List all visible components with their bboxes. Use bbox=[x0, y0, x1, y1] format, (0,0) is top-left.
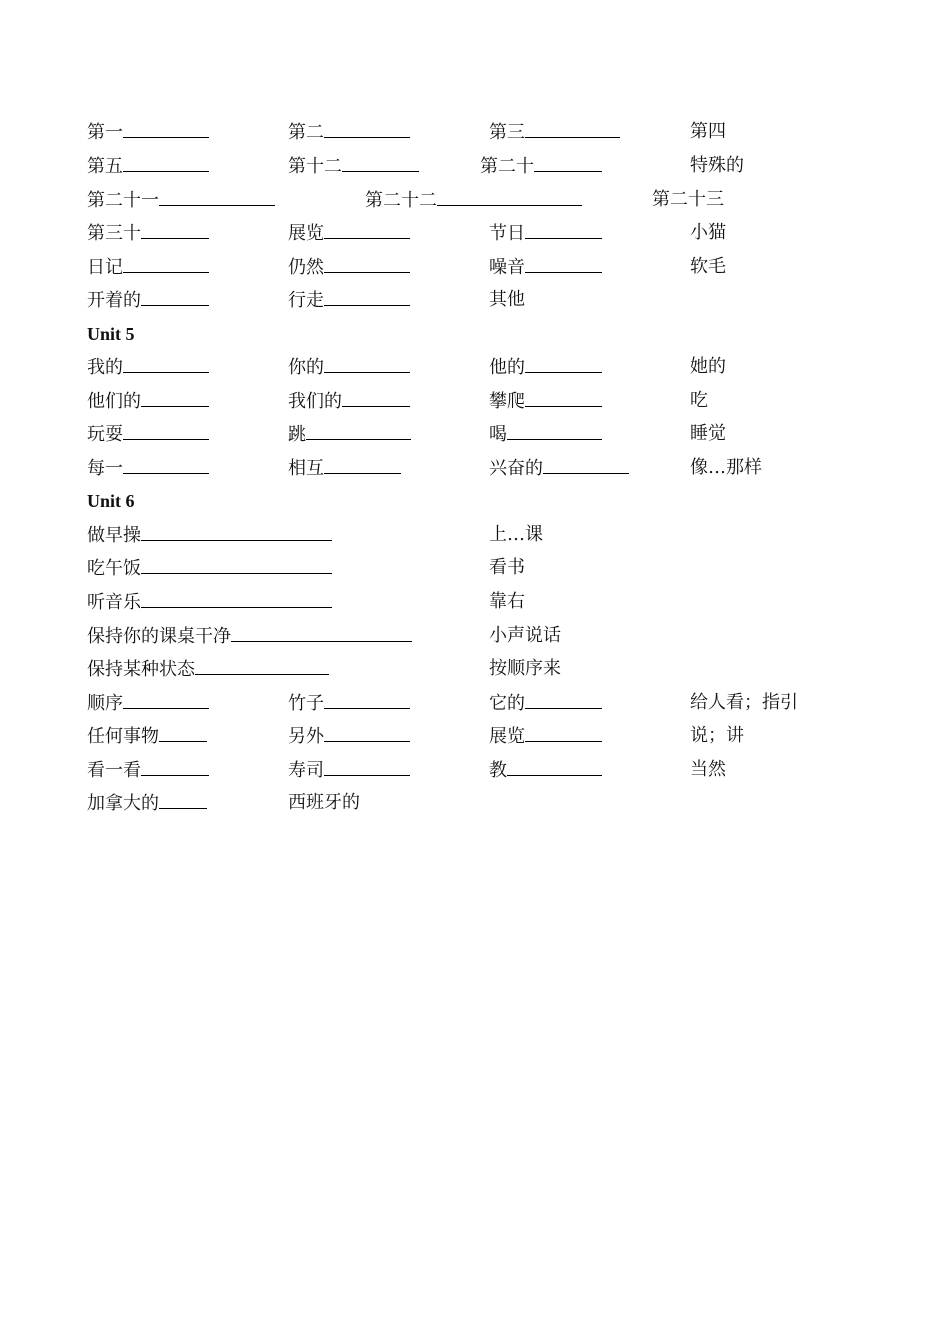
vocab-label: 顺序 bbox=[87, 693, 123, 714]
vocab-label: 其他 bbox=[489, 289, 525, 310]
vocab-label: 西班牙的 bbox=[288, 792, 360, 813]
vocab-item bbox=[288, 155, 419, 178]
vocab-label: 第十二 bbox=[288, 156, 342, 177]
vocab-label: 节日 bbox=[489, 223, 525, 244]
vocab-item bbox=[489, 390, 602, 413]
vocab-item bbox=[690, 457, 762, 479]
vocab-item bbox=[690, 155, 744, 177]
unit-5-heading: Unit 5 bbox=[87, 324, 135, 344]
vocab-label: 吃午饭 bbox=[87, 558, 141, 579]
vocab-item bbox=[288, 792, 360, 814]
answer-blank[interactable] bbox=[141, 759, 209, 776]
vocab-item bbox=[652, 189, 724, 211]
vocab-item bbox=[87, 725, 207, 748]
vocab-label: 小声说话 bbox=[489, 625, 561, 646]
vocab-label: 当然 bbox=[690, 759, 726, 780]
vocab-label: 靠右 bbox=[489, 591, 525, 612]
answer-blank[interactable] bbox=[437, 189, 582, 206]
vocab-item bbox=[690, 725, 744, 747]
vocab-label: 看一看 bbox=[87, 760, 141, 781]
vocab-item bbox=[489, 423, 602, 446]
vocab-item bbox=[87, 189, 275, 212]
vocab-label: 我的 bbox=[87, 357, 123, 378]
answer-blank[interactable] bbox=[123, 356, 209, 373]
vocab-label: 行走 bbox=[288, 290, 324, 311]
answer-blank[interactable] bbox=[324, 256, 410, 273]
vocab-label: 给人看；指引 bbox=[690, 692, 798, 713]
answer-blank[interactable] bbox=[123, 121, 209, 138]
vocab-label: 上…课 bbox=[489, 524, 543, 545]
vocab-item bbox=[489, 121, 620, 144]
vocab-item bbox=[87, 591, 332, 614]
answer-blank[interactable] bbox=[324, 725, 410, 742]
vocab-label: 小猫 bbox=[690, 222, 726, 243]
answer-blank[interactable] bbox=[141, 591, 332, 608]
vocab-item bbox=[489, 557, 525, 579]
answer-blank[interactable] bbox=[324, 759, 410, 776]
vocab-item bbox=[87, 390, 209, 413]
vocab-item bbox=[489, 256, 602, 279]
vocab-item bbox=[489, 289, 525, 311]
vocab-item bbox=[87, 121, 209, 144]
vocab-label: 加拿大的 bbox=[87, 793, 159, 814]
vocab-item bbox=[87, 625, 412, 648]
vocab-item bbox=[87, 289, 209, 312]
vocab-item bbox=[489, 222, 602, 245]
answer-blank[interactable] bbox=[525, 256, 602, 273]
vocab-label: 听音乐 bbox=[87, 592, 141, 613]
vocab-label: 特殊的 bbox=[690, 155, 744, 176]
vocab-item bbox=[288, 390, 410, 413]
vocab-item bbox=[690, 759, 726, 781]
answer-blank[interactable] bbox=[123, 423, 209, 440]
answer-blank[interactable] bbox=[141, 390, 209, 407]
vocab-item bbox=[690, 390, 708, 412]
vocab-item bbox=[87, 356, 209, 379]
vocab-label: 保持你的课桌干净 bbox=[87, 626, 231, 647]
answer-blank[interactable] bbox=[324, 356, 410, 373]
vocab-item bbox=[489, 725, 602, 748]
vocab-item bbox=[489, 658, 561, 680]
vocab-label: 睡觉 bbox=[690, 423, 726, 444]
vocab-label: 你的 bbox=[288, 357, 324, 378]
answer-blank[interactable] bbox=[324, 692, 410, 709]
vocab-label: 任何事物 bbox=[87, 726, 159, 747]
vocab-label: 相互 bbox=[288, 458, 324, 479]
vocab-label: 第三十 bbox=[87, 223, 141, 244]
vocab-label: 像…那样 bbox=[690, 457, 762, 478]
vocab-label: 竹子 bbox=[288, 693, 324, 714]
vocab-label: 展览 bbox=[489, 726, 525, 747]
answer-blank[interactable] bbox=[141, 289, 209, 306]
answer-blank[interactable] bbox=[507, 759, 602, 776]
vocab-label: 吃 bbox=[690, 390, 708, 411]
vocab-item bbox=[489, 356, 602, 379]
vocab-label: 噪音 bbox=[489, 257, 525, 278]
vocab-label: 他们的 bbox=[87, 391, 141, 412]
vocab-label: 第四 bbox=[690, 121, 726, 142]
vocab-label: 第二十 bbox=[480, 156, 534, 177]
vocab-item bbox=[489, 625, 561, 647]
vocab-item bbox=[690, 222, 726, 244]
answer-blank[interactable] bbox=[534, 155, 602, 172]
answer-blank[interactable] bbox=[543, 457, 629, 474]
vocab-label: 软毛 bbox=[690, 256, 726, 277]
vocab-label: 教 bbox=[489, 760, 507, 781]
vocab-label: 攀爬 bbox=[489, 391, 525, 412]
vocab-label: 跳 bbox=[288, 424, 306, 445]
vocab-item bbox=[87, 658, 329, 681]
vocab-item bbox=[288, 222, 410, 245]
answer-blank[interactable] bbox=[123, 457, 209, 474]
vocab-item bbox=[288, 692, 410, 715]
answer-blank[interactable] bbox=[324, 457, 401, 474]
vocab-label: 寿司 bbox=[288, 760, 324, 781]
answer-blank[interactable] bbox=[141, 557, 332, 574]
vocab-item bbox=[288, 457, 401, 480]
vocab-item bbox=[87, 256, 209, 279]
vocab-label: 做早操 bbox=[87, 525, 141, 546]
vocab-item bbox=[87, 557, 332, 580]
vocab-item bbox=[690, 356, 726, 378]
vocab-item bbox=[288, 256, 410, 279]
vocab-label: 第三 bbox=[489, 122, 525, 143]
vocab-item bbox=[365, 189, 582, 212]
answer-blank[interactable] bbox=[342, 155, 419, 172]
vocab-label: 玩耍 bbox=[87, 424, 123, 445]
answer-blank[interactable] bbox=[159, 725, 207, 742]
vocab-label: 他的 bbox=[489, 357, 525, 378]
answer-blank[interactable] bbox=[324, 289, 410, 306]
vocab-item bbox=[87, 692, 209, 715]
vocab-item bbox=[690, 256, 726, 278]
answer-blank[interactable] bbox=[123, 256, 209, 273]
answer-blank[interactable] bbox=[159, 189, 275, 206]
vocab-item bbox=[690, 692, 798, 714]
answer-blank[interactable] bbox=[123, 692, 209, 709]
vocab-item bbox=[87, 457, 209, 480]
vocab-label: 它的 bbox=[489, 693, 525, 714]
vocab-item bbox=[87, 222, 209, 245]
vocab-label: 第二十一 bbox=[87, 190, 159, 211]
vocab-label: 按顺序来 bbox=[489, 658, 561, 679]
vocab-item bbox=[288, 725, 410, 748]
vocab-label: 第二 bbox=[288, 122, 324, 143]
vocab-label: 她的 bbox=[690, 356, 726, 377]
vocab-item bbox=[87, 524, 332, 547]
vocab-label: 第五 bbox=[87, 156, 123, 177]
unit-6-heading: Unit 6 bbox=[87, 491, 135, 511]
vocab-label: 开着的 bbox=[87, 290, 141, 311]
vocab-label: 我们的 bbox=[288, 391, 342, 412]
answer-blank[interactable] bbox=[525, 356, 602, 373]
vocab-label: 看书 bbox=[489, 557, 525, 578]
vocab-item bbox=[690, 121, 726, 143]
answer-blank[interactable] bbox=[306, 423, 411, 440]
answer-blank[interactable] bbox=[507, 423, 602, 440]
answer-blank[interactable] bbox=[525, 692, 602, 709]
vocab-label: 第二十二 bbox=[365, 190, 437, 211]
vocab-item bbox=[489, 524, 543, 546]
answer-blank[interactable] bbox=[141, 524, 332, 541]
answer-blank[interactable] bbox=[159, 792, 207, 809]
answer-blank[interactable] bbox=[525, 121, 620, 138]
vocab-item bbox=[690, 423, 726, 445]
vocab-label: 每一 bbox=[87, 458, 123, 479]
vocab-item bbox=[288, 356, 410, 379]
vocab-label: 第一 bbox=[87, 122, 123, 143]
vocab-item bbox=[288, 759, 410, 782]
vocab-label: 保持某种状态 bbox=[87, 659, 195, 680]
vocab-item bbox=[288, 121, 410, 144]
answer-blank[interactable] bbox=[324, 121, 410, 138]
vocab-item bbox=[288, 423, 411, 446]
vocab-label: 展览 bbox=[288, 223, 324, 244]
vocab-item bbox=[489, 692, 602, 715]
answer-blank[interactable] bbox=[195, 658, 329, 675]
vocab-item bbox=[489, 759, 602, 782]
answer-blank[interactable] bbox=[525, 222, 602, 239]
vocab-item bbox=[288, 289, 410, 312]
vocab-label: 说；讲 bbox=[690, 725, 744, 746]
vocab-item bbox=[489, 591, 525, 613]
answer-blank[interactable] bbox=[123, 155, 209, 172]
vocab-item bbox=[480, 155, 602, 178]
vocab-item bbox=[87, 423, 209, 446]
vocab-label: 兴奋的 bbox=[489, 458, 543, 479]
vocab-label: 日记 bbox=[87, 257, 123, 278]
vocab-label: 仍然 bbox=[288, 257, 324, 278]
vocab-item bbox=[87, 792, 207, 815]
answer-blank[interactable] bbox=[342, 390, 410, 407]
vocab-label: 第二十三 bbox=[652, 189, 724, 210]
answer-blank[interactable] bbox=[324, 222, 410, 239]
answer-blank[interactable] bbox=[525, 390, 602, 407]
answer-blank[interactable] bbox=[141, 222, 209, 239]
vocab-item bbox=[87, 155, 209, 178]
answer-blank[interactable] bbox=[525, 725, 602, 742]
vocab-item bbox=[87, 759, 209, 782]
answer-blank[interactable] bbox=[231, 625, 412, 642]
vocab-label: 喝 bbox=[489, 424, 507, 445]
vocab-label: 另外 bbox=[288, 726, 324, 747]
vocab-item bbox=[489, 457, 629, 480]
